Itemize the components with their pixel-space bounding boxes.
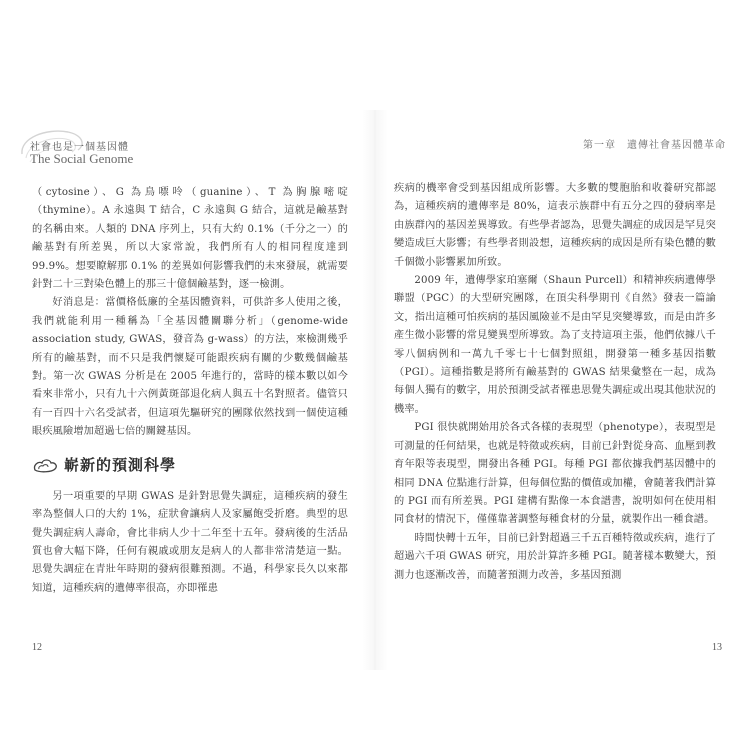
book-title-zh: 社會也是一個基因體 [30,142,129,153]
paragraph: 疾病的機率會受到基因組成所影響。大多數的雙胞胎和收養研究都認為，這種疾病的遺傳率是 80%，這表示族群中有五分之四的發病率是由族群內的基因差異導致。有些學者認為，思覺失調症的成因是罕見突變造成巨大影響；有些學者則設想，這種疾病的成因是所有染色體的數千個微小影響累加所致。 [394,183,716,268]
section-heading-text: 嶄新的預測科學 [64,456,177,475]
paragraph: 時間快轉十五年，目前已針對超過三千五百種特徵或疾病，進行了超過六千項 GWAS 研究，用於計算許多種 PGI。隨著樣本數變大，預測力也逐漸改善，而隨著預測力改善，多基因預測 [394,532,716,581]
paragraph: （cytosine）、G 為鳥嘌呤（guanine）、T 為胸腺嘧啶（thymine）。A 永遠與 T 結合，C 永遠與 G 結合，這就是鹼基對的名稱由來。人類的 DNA 序列上，只有大約 0.1%（千分之一）的鹼基對有所差異，所以大家常說，我們所有人的相同程度達到 99.9%。想要瞭解那 0.1% 的差異如何影響我們的未來發展，就需要針對二十三對染色體上的那三十億個鹼基對，逐一檢測。 [32,187,348,291]
paragraph: 2009 年，遺傳學家珀塞爾（Shaun Purcell）和精神疾病遺傳學聯盟（PGC）的大型研究團隊，在頂尖科學期刊《自然》發表一篇論文，指出這種可怕疾病的基因風險並不是由罕見突變導致，而是由許多產生微小影響的常見變異型所導致。為了支持這項主張，他們依據八千零八個病例和一萬九千零七十七個對照組，開發第一種多基因指數（PGI）。這種指數是將所有鹼基對的 GWAS 結果彙整在一起，成為每個人獨有的數字，用於預測受試者罹患思覺失調症或出現其他狀況的機率。 [394,275,716,415]
paragraph: PGI 很快就開始用於各式各樣的表現型（phenotype），表現型是可測量的任何結果，也就是特徵或疾病，目前已針對從身高、血壓到教育年限等表現型，開發出各種 PGI。每種 PGI 都依據我們基因體中的相同 DNA 位點進行計算，但每個位點的價值或加權，會隨著我們計算的 PGI 而有所差異。PGI 建構有點像一本食譜書，說明如何在使用相同食材的情況下，僅僅靠著調整每種食材的分量，就製作出一種食譜。 [394,422,716,526]
book-title-en: The Social Genome [30,151,134,166]
page-number-left: 12 [32,642,42,653]
right-body-text [394,180,716,585]
paragraph: 另一項重要的早期 GWAS 是針對思覺失調症，這種疾病的發生率為整個人口的大約 1%，症狀會讓病人及家屬飽受折磨。典型的思覺失調症病人壽命，會比非病人少十二年至十五年。發病後的生活品質也會大幅下降，任何有親戚或朋友是病人的人都非常清楚這一點。思覺失調症在青壯年時期的發病很難預測。不過，科學家長久以來都知道，這種疾病的遺傳率很高，亦即罹患 [32,490,348,594]
page-number-right: 13 [712,642,722,653]
section-heading [32,448,348,484]
left-page [22,120,362,660]
left-body-text [32,184,348,598]
right-page [388,120,728,660]
cloud-ornament-icon [32,457,58,475]
gutter-shadow [362,110,388,670]
running-head-left [22,128,242,168]
paragraph: 好消息是：當價格低廉的全基因體資料，可供許多人使用之後，我們就能利用一種稱為「全基因體關聯分析」（genome-wide association study, GWAS，發音為 g-wass）的方法，來檢測幾乎所有的鹼基對，而不只是我們懷疑可能跟疾病有關的少數幾個鹼基對。第一次 GWAS 分析是在 2005 年進行的，當時的樣本數以如今看來非常小，只有九十六例黃斑部退化病人與五十名對照者。儘管只有一百四十六名受試者，但這項先驅研究的團隊依然找到一個使這種眼疾風險增加超過七倍的關鍵基因。 [32,297,348,438]
running-head-right: 第一章 遺傳社會基因體革命 [583,140,726,151]
